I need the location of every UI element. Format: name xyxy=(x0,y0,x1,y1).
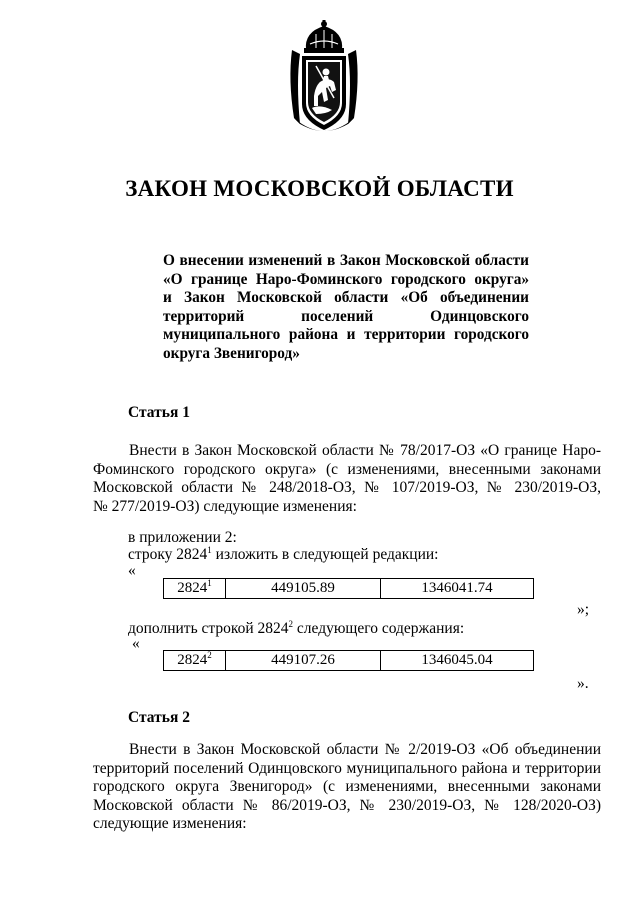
coat-of-arms-icon xyxy=(286,20,362,140)
article-1-text xyxy=(93,442,601,516)
row2-intro xyxy=(128,620,464,638)
quote-open: « xyxy=(128,562,136,579)
row1-intro-sup: 1 xyxy=(207,545,212,555)
coordinates-table-row2 xyxy=(163,650,534,671)
row2-intro-pre: дополнить строкой 2824 xyxy=(128,620,289,637)
paragraph-line: Внести в Закон Московской области № 78/2017-ОЗ «О границе Наро- xyxy=(129,442,601,459)
table-row xyxy=(164,651,534,671)
subject-line: округа Звенигород» xyxy=(163,344,300,362)
quote-open-2: « xyxy=(132,635,140,652)
quote-close-1: »; xyxy=(577,601,590,618)
point-number: 2824 xyxy=(177,580,208,596)
paragraph-line: Московской области № 86/2019-ОЗ, № 230/2019-ОЗ, № 128/2020-ОЗ) xyxy=(93,796,601,814)
y-coordinate-cell: 1346041.74 xyxy=(381,579,534,599)
article-2-heading: Статья 2 xyxy=(128,709,190,726)
paragraph-line: № 277/2019-ОЗ) следующие изменения: xyxy=(93,497,357,515)
row1-intro-post: изложить в следующей редакции: xyxy=(211,546,439,563)
subject-line: «О границе Наро-Фоминского городского округа» xyxy=(163,270,529,288)
quote-close-2: ». xyxy=(577,675,589,692)
article-2-text xyxy=(93,741,601,834)
paragraph-line: территорий поселений Одинцовского муниципального района и территории xyxy=(93,759,601,777)
paragraph-line: городского округа Звенигород» (с изменениями, внесенными законами xyxy=(93,778,601,796)
subject-line: муниципального района и территории городского xyxy=(163,326,529,343)
coordinates-table-row1 xyxy=(163,578,534,599)
appendix-line: в приложении 2: xyxy=(128,529,237,546)
row1-intro xyxy=(128,546,439,564)
paragraph-line: следующие изменения: xyxy=(93,815,247,833)
subject-line: и Закон Московской области «Об объединении xyxy=(163,289,529,306)
law-subject xyxy=(163,252,529,363)
point-number: 2824 xyxy=(177,652,208,668)
point-number-cell xyxy=(164,579,226,599)
subject-line: О внесении изменений в Закон Московской области xyxy=(163,252,529,269)
row2-intro-post: следующего содержания: xyxy=(293,620,465,637)
row1-intro-pre: строку 2824 xyxy=(128,546,208,563)
point-number-sup: 1 xyxy=(207,578,212,588)
subject-line: территорий поселений Одинцовского xyxy=(163,307,529,325)
paragraph-line: Фоминского городского округа» (с изменениями, внесенными законами xyxy=(93,460,601,478)
row2-intro-sup: 2 xyxy=(288,619,294,629)
paragraph-line: Внести в Закон Московской области № 2/2019-ОЗ «Об объединении xyxy=(129,741,601,758)
x-coordinate-cell: 449105.89 xyxy=(226,579,381,599)
article-1-heading: Статья 1 xyxy=(128,404,190,421)
y-coordinate-cell: 1346045.04 xyxy=(381,651,534,671)
point-number-sup: 2 xyxy=(207,650,212,660)
law-title: ЗАКОН МОСКОВСКОЙ ОБЛАСТИ xyxy=(125,176,514,201)
paragraph-line: Московской области № 248/2018-ОЗ, № 107/2019-ОЗ, № 230/2019-ОЗ, xyxy=(93,479,601,497)
point-number-cell xyxy=(164,651,226,671)
table-row xyxy=(164,579,534,599)
x-coordinate-cell: 449107.26 xyxy=(226,651,381,671)
